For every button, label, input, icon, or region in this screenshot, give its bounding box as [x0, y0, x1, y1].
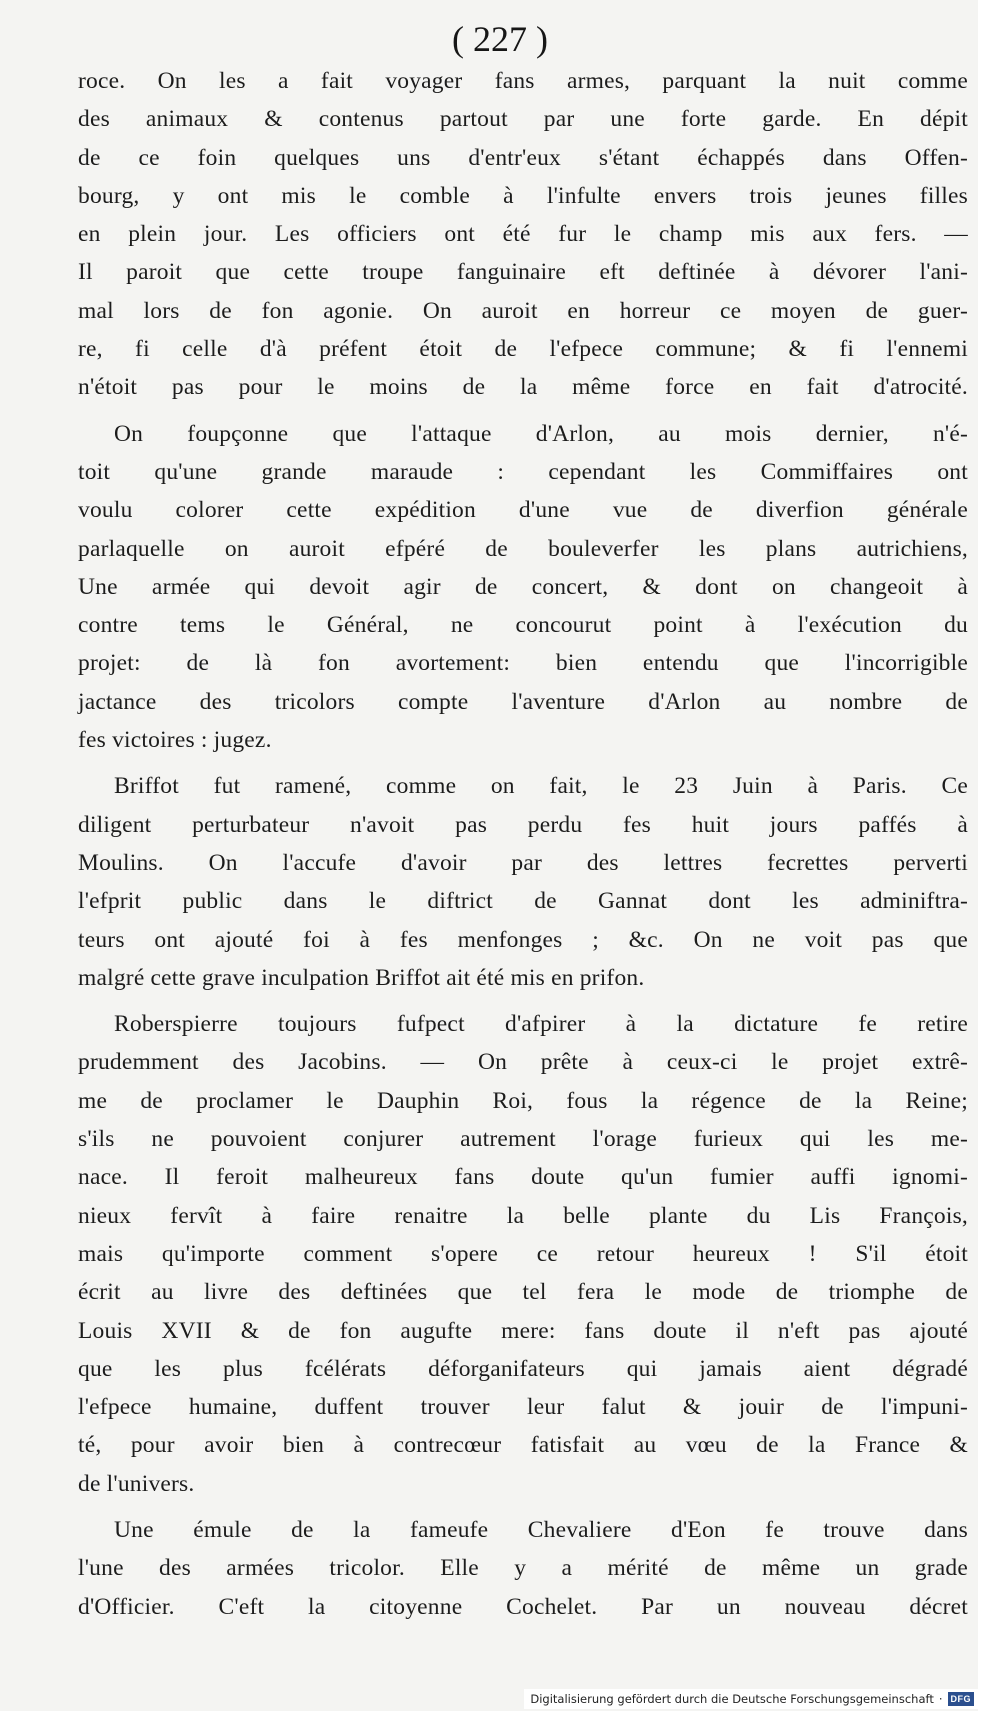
- text-line: Une armée qui devoit agir de concert, & dont on changeoit à: [78, 573, 968, 600]
- text-line: nieux fervît à faire renaitre la belle plante du Lis François,: [78, 1202, 968, 1229]
- text-line: teurs ont ajouté foi à fes menfonges ; &c. On ne voit pas que: [78, 926, 968, 953]
- paragraph-gap: [78, 997, 968, 1005]
- text-line: malgré cette grave inculpation Briffot ait été mis en prifon.: [78, 964, 645, 991]
- dfg-logo-icon: DFG: [948, 1692, 975, 1706]
- text-line: On foupçonne que l'attaque d'Arlon, au mois dernier, n'é-: [114, 420, 968, 447]
- text-line: que les plus fcélérats déforganifateurs qui jamais aient dégradé: [78, 1355, 968, 1382]
- text-line: l'une des armées tricolor. Elle y a mérité de même un grade: [78, 1555, 968, 1582]
- text-line: Louis XVII & de fon augufte mere: fans doute il n'eft pas ajouté: [78, 1317, 968, 1344]
- text-line: voulu colorer cette expédition d'une vue de diverfion générale: [78, 497, 968, 524]
- page-margin: [978, 0, 1000, 1711]
- text-line: Moulins. On l'accufe d'avoir par des lettres fecrettes perverti: [78, 849, 968, 876]
- text-line: bourg, y ont mis le comble à l'infulte envers trois jeunes filles: [78, 182, 968, 209]
- body-text: [78, 62, 968, 1626]
- text-line: écrit au livre des deftinées que tel fera le mode de triomphe de: [78, 1279, 968, 1306]
- text-line: nace. Il feroit malheureux fans doute qu'un fumier auffi ignomi-: [78, 1164, 968, 1191]
- text-line: l'efprit public dans le diftrict de Gannat dont les adminiftra-: [78, 888, 968, 915]
- text-line: re, fi celle d'à préfent étoit de l'efpece commune; & fi l'ennemi: [78, 336, 968, 363]
- text-line: prudemment des Jacobins. — On prête à ceux-ci le projet extrê-: [78, 1049, 968, 1076]
- paragraph-gap: [78, 407, 968, 415]
- paragraph-gap: [78, 1503, 968, 1511]
- text-line: jactance des tricolors compte l'aventure d'Arlon au nombre de: [78, 688, 968, 715]
- text-line: mais qu'importe comment s'opere ce retour heureux ! S'il étoit: [78, 1240, 968, 1267]
- text-line: parlaquelle on auroit efpéré de bouleverfer les plans autrichiens,: [78, 535, 968, 562]
- footer-separator: ·: [938, 1692, 943, 1706]
- text-line: projet: de là fon avortement: bien entendu que l'incorrigible: [78, 650, 968, 677]
- text-line: Il paroit que cette troupe fanguinaire eft deftinée à dévorer l'ani-: [78, 259, 968, 286]
- text-line: de ce foin quelques uns d'entr'eux s'étant échappés dans Offen-: [78, 144, 968, 171]
- text-line: fes victoires : jugez.: [78, 727, 272, 754]
- text-line: contre tems le Général, ne concourut point à l'exécution du: [78, 612, 968, 639]
- text-line: en plein jour. Les officiers ont été fur le champ mis aux fers. —: [78, 221, 968, 248]
- text-line: de l'univers.: [78, 1470, 195, 1497]
- text-line: mal lors de fon agonie. On auroit en horreur ce moyen de guer-: [78, 297, 968, 324]
- text-line: roce. On les a fait voyager fans armes, parquant la nuit comme: [78, 68, 968, 94]
- text-line: me de proclamer le Dauphin Roi, fous la régence de la Reine;: [78, 1087, 968, 1114]
- page-number: ( 227 ): [452, 19, 548, 59]
- text-line: n'étoit pas pour le moins de la même force en fait d'atrocité.: [78, 374, 968, 401]
- text-line: Une émule de la fameufe Chevaliere d'Eon fe trouve dans: [114, 1516, 968, 1543]
- text-line: Briffot fut ramené, comme on fait, le 23 Juin à Paris. Ce: [114, 773, 968, 800]
- text-line: d'Officier. C'eft la citoyenne Cochelet. Par un nouveau décret: [78, 1593, 968, 1620]
- text-line: Roberspierre toujours fufpect d'afpirer à la dictature fe retire: [114, 1011, 968, 1038]
- text-line: s'ils ne pouvoient conjurer autrement l'orage furieux qui les me-: [78, 1126, 968, 1153]
- footer-credit: [524, 1689, 978, 1709]
- text-line: des animaux & contenus partout par une forte garde. En dépit: [78, 106, 968, 133]
- paragraph-gap: [78, 759, 968, 767]
- text-line: toit qu'une grande maraude : cependant les Commiffaires ont: [78, 458, 968, 485]
- text-line: té, pour avoir bien à contrecœur fatisfait au vœu de la France &: [78, 1432, 968, 1459]
- text-line: l'efpece humaine, duffent trouver leur falut & jouir de l'impuni-: [78, 1394, 968, 1421]
- text-line: diligent perturbateur n'avoit pas perdu fes huit jours paffés à: [78, 811, 968, 838]
- footer-text: Digitalisierung gefördert durch die Deutsche Forschungsgemeinschaft: [530, 1692, 934, 1706]
